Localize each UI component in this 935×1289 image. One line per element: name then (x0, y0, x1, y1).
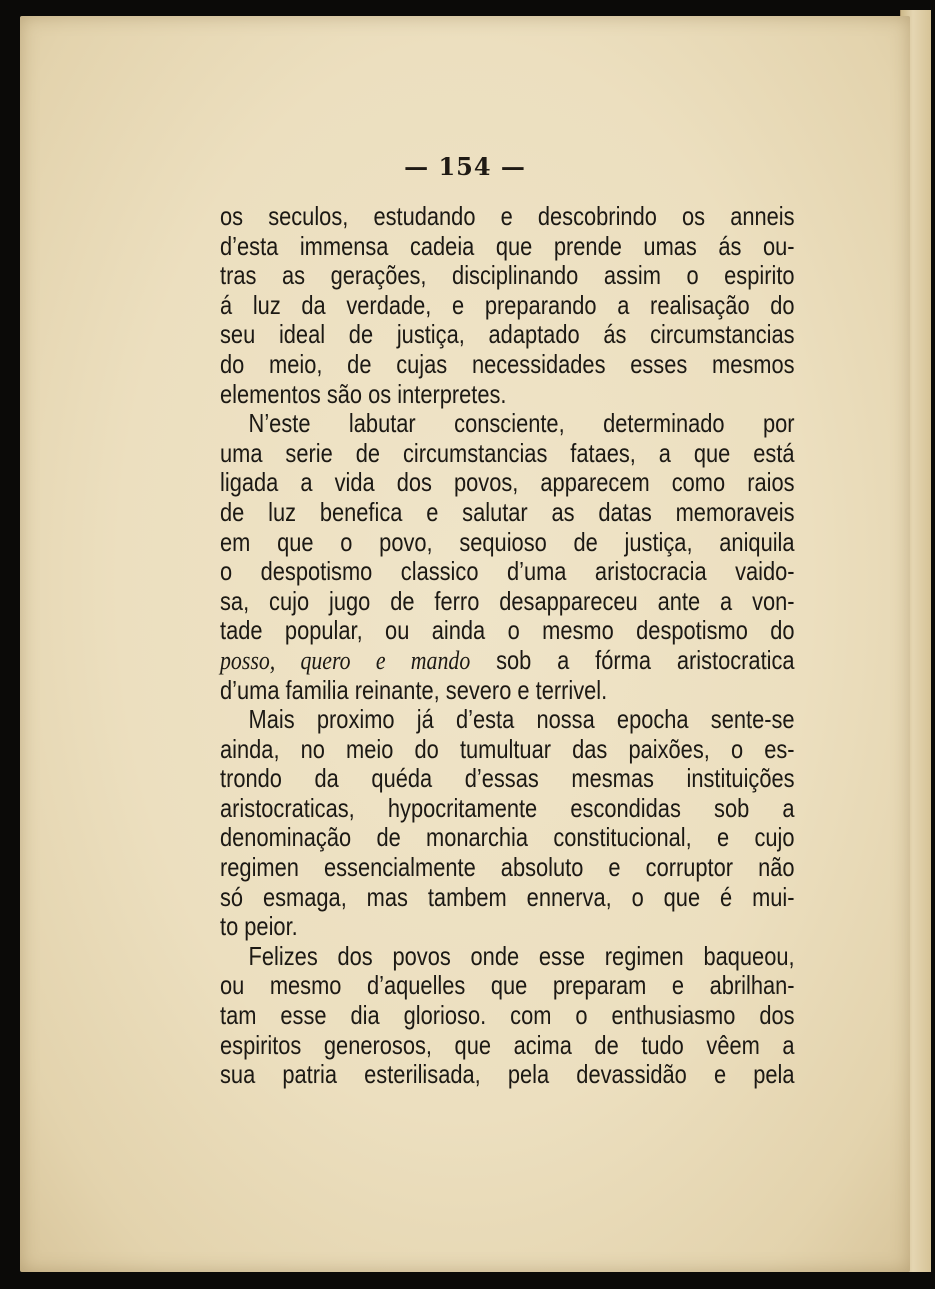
text-line: em que o povo, sequioso de justiça, aniquila (220, 526, 795, 557)
text-line: d’uma familia reinante, severo e terrivel. (220, 674, 608, 705)
page-number: — 154 — (404, 152, 526, 181)
text-line: Mais proximo já d’esta nossa epocha sente-se (248, 704, 795, 735)
text-line: Felizes dos povos onde esse regimen baqueou, (248, 940, 795, 971)
text-line: seu ideal de justiça, adaptado ás circumstancias (220, 319, 795, 350)
text-line: espiritos generosos, que acima de tudo vêem a (220, 1029, 795, 1060)
text-line: N’este labutar consciente, determinado por (248, 408, 795, 439)
text-line: tam esse dia glorioso. com o enthusiasmo dos (220, 1000, 795, 1031)
body-text (220, 201, 795, 1090)
text-line: denominação de monarchia constitucional, e cujo (220, 822, 795, 853)
text-line: o despotismo classico d’uma aristocracia vaido- (220, 556, 795, 587)
text-line-italic (220, 646, 795, 676)
text-line: só esmaga, mas tambem ennerva, o que é mui- (220, 881, 795, 912)
text-line: sua patria esterilisada, pela devassidão e pela (220, 1059, 795, 1090)
text-line: ou mesmo d’aquelles que preparam e abrilhan- (220, 970, 795, 1001)
text-line: do meio, de cujas necessidades esses mesmos (220, 348, 795, 379)
book-page (20, 16, 910, 1272)
text-line: d’esta immensa cadeia que prende umas ás ou- (220, 230, 795, 261)
text-line: os seculos, estudando e descobrindo os anneis (220, 201, 795, 231)
text-line: ainda, no meio do tumultuar das paixões, o es- (220, 733, 795, 764)
text-line: regimen essencialmente absoluto e corruptor não (220, 852, 795, 883)
text-line: sa, cujo jugo de ferro desappareceu ante a von- (220, 585, 795, 616)
text-line: á luz da verdade, e preparando a realisação do (220, 289, 795, 320)
text-line: tade popular, ou ainda o mesmo despotismo do (220, 615, 795, 646)
text-line: tras as gerações, disciplinando assim o espirito (220, 260, 795, 291)
text-line: uma serie de circumstancias fataes, a que está (220, 437, 795, 468)
text-line: ligada a vida dos povos, apparecem como raios (220, 467, 795, 498)
text-line: de luz benefica e salutar as datas memoraveis (220, 496, 795, 527)
text-line: trondo da quéda d’essas mesmas instituições (220, 763, 795, 794)
text-line: elementos são os interpretes. (220, 378, 507, 409)
italic-phrase: posso, quero e mando (220, 645, 471, 675)
text-line: aristocraticas, hypocritamente escondidas sob a (220, 792, 795, 823)
text-line: to peior. (220, 911, 298, 942)
text-line-rest: sob a fórma aristocratica (470, 644, 795, 675)
